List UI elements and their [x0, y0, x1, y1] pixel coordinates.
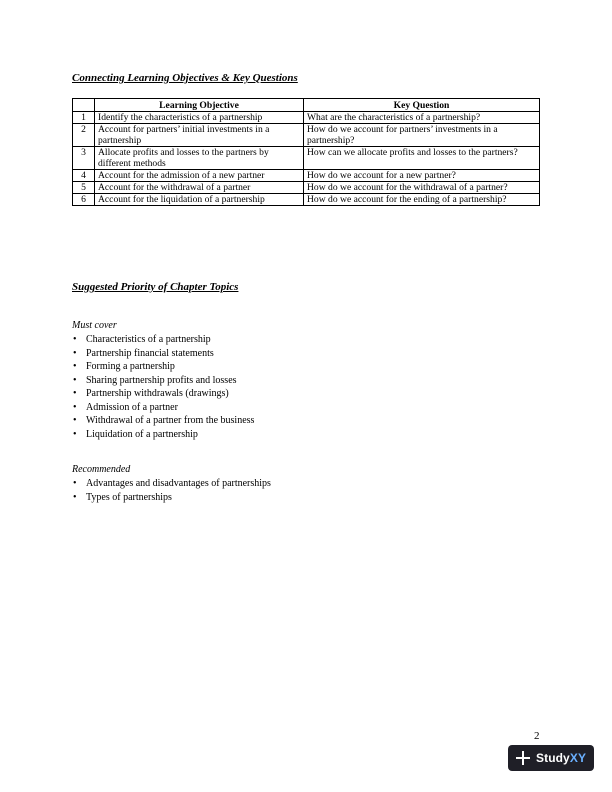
- list-item: • Withdrawal of a partner from the business: [72, 414, 254, 428]
- list-item: • Partnership financial statements: [72, 347, 254, 361]
- table-row: [73, 112, 540, 124]
- table-header-number: [73, 99, 95, 112]
- brand-main: Study: [536, 751, 570, 765]
- brand-name: [536, 751, 586, 765]
- table-row: [73, 194, 540, 206]
- row-objective: Account for the withdrawal of a partner: [95, 182, 304, 194]
- row-question: How do we account for a new partner?: [304, 170, 540, 182]
- brand-accent: XY: [569, 751, 587, 765]
- table-row: [73, 170, 540, 182]
- learning-objectives-table: [72, 98, 540, 206]
- recommended-list: [72, 477, 271, 504]
- row-objective: Account for the liquidation of a partnership: [95, 194, 304, 206]
- must-cover-list: [72, 333, 254, 441]
- list-item: • Advantages and disadvantages of partnerships: [72, 477, 271, 491]
- must-cover-heading: Must cover: [72, 320, 117, 331]
- recommended-heading: Recommended: [72, 464, 131, 475]
- row-number: 5: [73, 182, 95, 194]
- row-question: How do we account for the withdrawal of a partner?: [304, 182, 540, 194]
- table-row: [73, 182, 540, 194]
- row-number: 1: [73, 112, 95, 124]
- page-number: 2: [534, 730, 540, 742]
- table-row: [73, 124, 540, 147]
- table-row: [73, 147, 540, 170]
- row-number: 4: [73, 170, 95, 182]
- list-item: • Admission of a partner: [72, 401, 254, 415]
- row-question: How do we account for partners’ investments in a partnership?: [304, 124, 540, 147]
- list-item: • Forming a partnership: [72, 360, 254, 374]
- row-question: What are the characteristics of a partnership?: [304, 112, 540, 124]
- table-header-objective: Learning Objective: [95, 99, 304, 112]
- row-objective: Allocate profits and losses to the partners by different methods: [95, 147, 304, 170]
- row-number: 3: [73, 147, 95, 170]
- section-title-learning-objectives: Connecting Learning Objectives & Key Questions: [72, 72, 298, 84]
- row-question: How can we allocate profits and losses to the partners?: [304, 147, 540, 170]
- list-item: • Liquidation of a partnership: [72, 428, 254, 442]
- row-objective: Account for partners’ initial investments in a partnership: [95, 124, 304, 147]
- plus-icon: [516, 751, 530, 765]
- list-item: • Sharing partnership profits and losses: [72, 374, 254, 388]
- list-item: • Characteristics of a partnership: [72, 333, 254, 347]
- row-question: How do we account for the ending of a partnership?: [304, 194, 540, 206]
- row-objective: Account for the admission of a new partner: [95, 170, 304, 182]
- row-number: 6: [73, 194, 95, 206]
- row-number: 2: [73, 124, 95, 147]
- table-header-question: Key Question: [304, 99, 540, 112]
- table-header-row: [73, 99, 540, 112]
- row-objective: Identify the characteristics of a partnership: [95, 112, 304, 124]
- studyxy-badge[interactable]: [508, 745, 594, 771]
- list-item: • Partnership withdrawals (drawings): [72, 387, 254, 401]
- list-item: • Types of partnerships: [72, 491, 271, 505]
- section-title-priority-topics: Suggested Priority of Chapter Topics: [72, 281, 239, 293]
